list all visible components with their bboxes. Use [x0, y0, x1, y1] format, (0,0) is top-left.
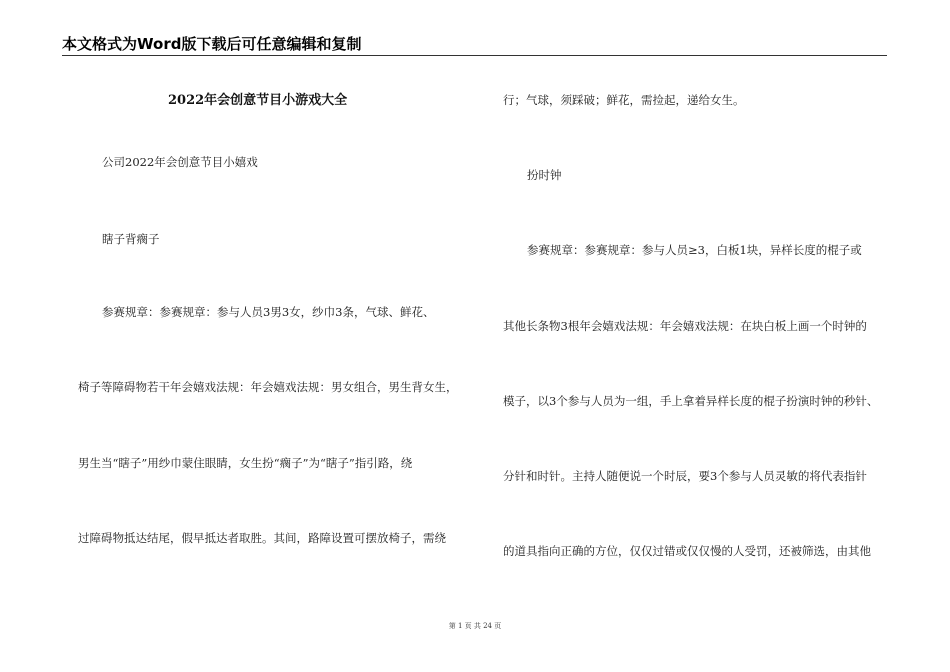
- section-heading: 瞎子背瘸子: [102, 232, 160, 246]
- paragraph-line: 参赛规章：参赛规章：参与人员≥3，白板1块，异样长度的棍子或: [527, 243, 862, 257]
- paragraph-line: 参赛规章：参赛规章：参与人员3男3女，纱巾3条，气球、鲜花、: [102, 305, 435, 319]
- paragraph-line: 分针和时针。主持人随便说一个时辰，要3个参与人员灵敏的将代表指针: [503, 469, 867, 483]
- paragraph-line: 椅子等障碍物若干年会嬉戏法规：年会嬉戏法规：男女组合，男生背女生，: [78, 380, 458, 394]
- paragraph-line: 模子，以3个参与人员为一组，手上拿着异样长度的棍子扮演时钟的秒针、: [503, 394, 879, 408]
- paragraph-line: 过障碍物抵达结尾，假早抵达者取胜。其间，路障设置可摆放椅子，需绕: [78, 531, 446, 545]
- paragraph-line: 的道具指向正确的方位，仅仅过错或仅仅慢的人受罚，还被筛选，由其他: [503, 544, 871, 558]
- document-header-title: 本文格式为Word版下载后可任意编辑和复制: [62, 35, 362, 53]
- header-divider: [62, 55, 887, 56]
- section-heading: 扮时钟: [527, 168, 562, 182]
- paragraph-line: 公司2022年会创意节目小嬉戏: [102, 155, 258, 169]
- paragraph-line: 行；气球，须踩破；鲜花，需捡起，递给女生。: [503, 93, 745, 107]
- document-title: 2022年会创意节目小游戏大全: [168, 93, 348, 108]
- paragraph-line: 其他长条物3根年会嬉戏法规：年会嬉戏法规：在块白板上画一个时钟的: [503, 319, 867, 333]
- page-number-footer: 第 1 页 共 24 页: [448, 622, 502, 630]
- paragraph-line: 男生当“瞎子”用纱巾蒙住眼睛，女生扮“瘸子”为“瞎子”指引路，绕: [78, 456, 413, 470]
